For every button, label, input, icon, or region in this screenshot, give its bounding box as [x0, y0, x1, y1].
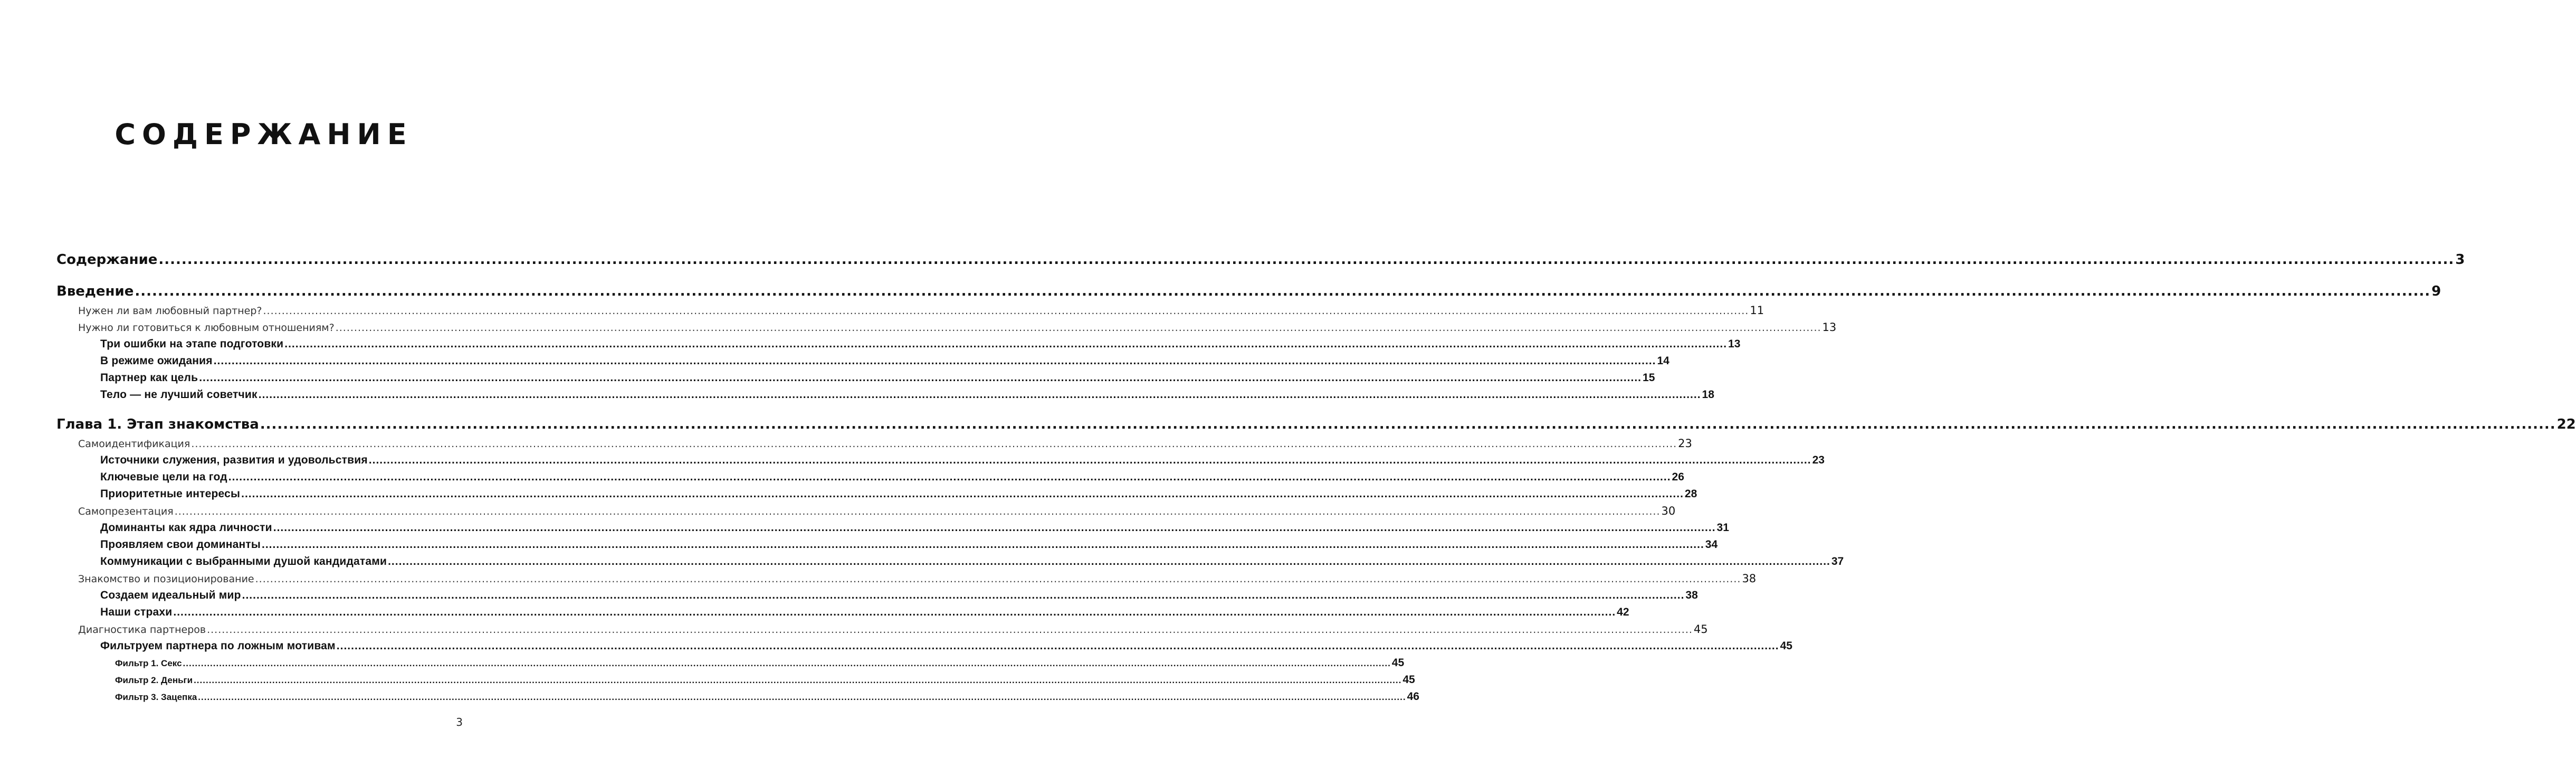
toc-leader-dots: ................................................................................................................................................................................................................................................................................................................................................................................................................	[174, 506, 1661, 517]
toc-entry-page: 45	[1780, 640, 1792, 652]
toc-entry	[56, 486, 1697, 503]
toc-leader-dots: ................................................................................................................................................................................................................................................................................................................................................................................................................	[194, 675, 1402, 685]
toc-leader-dots: ................................................................................................................................................................................................................................................................................................................................................................................................................	[183, 658, 1391, 668]
toc-entry-title: Диагностика партнеров	[78, 624, 206, 636]
toc-entry	[56, 336, 1741, 353]
toc-entry-page: 38	[1742, 572, 1757, 585]
toc-entry	[56, 435, 1692, 452]
toc-leader-dots: ................................................................................................................................................................................................................................................................................................................................................................................................................	[273, 522, 1716, 534]
toc-entry-title: Нужен ли вам любовный партнер?	[78, 305, 262, 317]
toc-entry-title: Нужно ли готовиться к любовным отношениям?	[78, 322, 335, 334]
toc-entry	[56, 302, 1764, 319]
toc-entry-title: Коммуникации с выбранными душой кандидатами	[100, 555, 387, 567]
toc-entry	[56, 671, 1415, 688]
toc-entry	[56, 519, 1729, 536]
toc-entry-title: Проявляем свои доминанты	[100, 538, 261, 551]
toc-entry-title: Источники служения, развития и удовольствия	[100, 454, 368, 466]
toc-entry-title: Партнер как цель	[100, 372, 198, 384]
toc-entry-title: Фильтр 2. Деньги	[115, 675, 193, 685]
page-number: 3	[456, 716, 463, 728]
table-of-contents	[56, 249, 2576, 705]
toc-leader-dots: ................................................................................................................................................................................................................................................................................................................................................................................................................	[207, 624, 1693, 636]
toc-entry-page: 15	[1643, 372, 1655, 384]
toc-leader-dots: ................................................................................................................................................................................................................................................................................................................................................................................................................	[260, 417, 2556, 432]
toc-entry-title: Глава 1. Этап знакомства	[56, 417, 259, 432]
toc-leader-dots: ................................................................................................................................................................................................................................................................................................................................................................................................................	[199, 372, 1642, 384]
toc-entry-page: 42	[1617, 606, 1629, 618]
toc-entry-page: 45	[1693, 623, 1708, 636]
toc-entry	[56, 688, 1419, 705]
toc-entry	[56, 281, 2441, 302]
toc-entry-page: 23	[1812, 454, 1825, 466]
toc-entry	[56, 638, 1792, 655]
toc-entry	[56, 536, 1718, 553]
toc-entry	[56, 503, 1676, 519]
toc-leader-dots: ................................................................................................................................................................................................................................................................................................................................................................................................................	[173, 606, 1616, 618]
toc-entry	[56, 319, 1837, 336]
toc-entry-page: 26	[1672, 471, 1684, 483]
toc-leader-dots: ................................................................................................................................................................................................................................................................................................................................................................................................................	[198, 692, 1406, 702]
toc-entry	[56, 353, 1669, 370]
toc-entry-page: 38	[1685, 589, 1698, 601]
toc-entry	[56, 621, 1708, 638]
toc-leader-dots: ................................................................................................................................................................................................................................................................................................................................................................................................................	[263, 305, 1749, 317]
toc-leader-dots: ................................................................................................................................................................................................................................................................................................................................................................................................................	[388, 555, 1830, 567]
toc-leader-dots: ................................................................................................................................................................................................................................................................................................................................................................................................................	[213, 355, 1656, 367]
toc-entry	[56, 370, 1655, 386]
toc-entry-title: Знакомство и позиционирование	[78, 573, 254, 585]
toc-entry-title: Фильтр 1. Секс	[115, 658, 182, 668]
toc-entry-title: Три ошибки на этапе подготовки	[100, 338, 284, 350]
toc-entry-page: 31	[1716, 522, 1729, 534]
toc-entry	[56, 587, 1698, 604]
toc-entry-page: 45	[1403, 674, 1415, 686]
toc-entry-page: 13	[1728, 338, 1741, 350]
toc-entry-page: 13	[1822, 321, 1837, 334]
toc-entry-title: Наши страхи	[100, 606, 173, 618]
toc-entry-title: Доминанты как ядра личности	[100, 522, 272, 534]
toc-entry-title: Фильтруем партнера по ложным мотивам	[100, 640, 336, 652]
toc-entry-page: 18	[1702, 389, 1714, 401]
toc-entry	[56, 655, 1405, 671]
toc-entry	[56, 604, 1629, 621]
page-title: СОДЕРЖАНИЕ	[115, 118, 413, 151]
toc-leader-dots: ................................................................................................................................................................................................................................................................................................................................................................................................................	[135, 283, 2431, 299]
toc-entry	[56, 386, 1714, 403]
toc-entry	[56, 570, 1757, 587]
toc-entry	[56, 553, 1844, 570]
toc-entry-title: В режиме ожидания	[100, 355, 213, 367]
toc-leader-dots: ................................................................................................................................................................................................................................................................................................................................................................................................................	[284, 338, 1728, 350]
toc-entry-page: 23	[1678, 437, 1692, 450]
toc-entry-title: Ключевые цели на год	[100, 471, 227, 483]
toc-entry	[56, 414, 2576, 435]
toc-entry-title: Содержание	[56, 252, 158, 268]
toc-entry-title: Фильтр 3. Зацепка	[115, 692, 197, 702]
toc-entry-page: 46	[1407, 690, 1419, 703]
toc-entry-page: 34	[1705, 538, 1718, 551]
toc-entry-page: 14	[1657, 355, 1669, 367]
toc-leader-dots: ................................................................................................................................................................................................................................................................................................................................................................................................................	[242, 589, 1685, 601]
toc-entry-page: 30	[1661, 505, 1676, 517]
toc-entry	[56, 452, 1825, 469]
toc-entry-title: Самопрезентация	[78, 506, 174, 517]
toc-leader-dots: ................................................................................................................................................................................................................................................................................................................................................................................................................	[228, 471, 1671, 483]
toc-entry-title: Тело — не лучший советчик	[100, 389, 257, 401]
toc-entry	[56, 249, 2465, 270]
toc-leader-dots: ................................................................................................................................................................................................................................................................................................................................................................................................................	[158, 252, 2455, 268]
toc-entry-page: 28	[1684, 488, 1697, 500]
toc-leader-dots: ................................................................................................................................................................................................................................................................................................................................................................................................................	[255, 573, 1741, 585]
toc-entry-page: 11	[1750, 304, 1764, 317]
toc-leader-dots: ................................................................................................................................................................................................................................................................................................................................................................................................................	[262, 538, 1704, 551]
toc-leader-dots: ................................................................................................................................................................................................................................................................................................................................................................................................................	[191, 438, 1677, 450]
toc-leader-dots: ................................................................................................................................................................................................................................................................................................................................................................................................................	[258, 389, 1701, 401]
toc-entry-title: Создаем идеальный мир	[100, 589, 241, 601]
toc-entry-title: Самоидентификация	[78, 438, 190, 450]
toc-entry-page: 9	[2431, 283, 2441, 299]
toc-entry-page: 45	[1391, 657, 1405, 669]
toc-entry	[56, 469, 1684, 486]
toc-leader-dots: ................................................................................................................................................................................................................................................................................................................................................................................................................	[336, 640, 1779, 652]
toc-leader-dots: ................................................................................................................................................................................................................................................................................................................................................................................................................	[335, 322, 1821, 334]
toc-entry-page: 37	[1831, 555, 1844, 567]
toc-entry-title: Приоритетные интересы	[100, 488, 241, 500]
toc-entry-page: 22	[2556, 417, 2576, 432]
toc-leader-dots: ................................................................................................................................................................................................................................................................................................................................................................................................................	[241, 488, 1684, 500]
toc-entry-page: 3	[2455, 252, 2465, 268]
toc-entry-title: Введение	[56, 283, 134, 299]
toc-leader-dots: ................................................................................................................................................................................................................................................................................................................................................................................................................	[368, 454, 1811, 466]
